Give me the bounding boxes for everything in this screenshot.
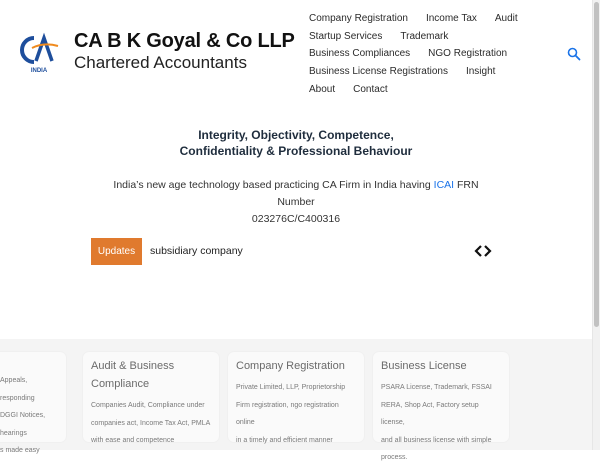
- service-card-tax-appeals[interactable]: [0, 352, 66, 454]
- card-line: Private Limited, LLP, Proprietorship: [236, 384, 346, 391]
- intro-text-end: FRN Number: [277, 179, 479, 208]
- site-header: [0, 0, 592, 108]
- updates-ticker-text[interactable]: subsidiary company: [150, 245, 243, 257]
- scrollbar-thumb[interactable]: [594, 2, 599, 327]
- card-line: and all business license with simple: [381, 436, 492, 444]
- nav-item-business-license-registrations[interactable]: Business License Registrations: [309, 66, 448, 78]
- ca-india-logo[interactable]: [18, 34, 60, 74]
- nav-item-ngo-registration[interactable]: NGO Registration: [428, 48, 508, 60]
- ticker-arrows: [474, 245, 492, 257]
- card-line: Companies Audit, Compliance under: [91, 402, 205, 409]
- chevron-left-icon[interactable]: [476, 246, 481, 256]
- search-icon[interactable]: [567, 47, 581, 61]
- card-title: Company Registration: [236, 360, 345, 372]
- brand-subtitle: Chartered Accountants: [74, 53, 247, 72]
- nav-item-audit[interactable]: Audit: [494, 13, 518, 25]
- chevron-right-icon[interactable]: [485, 246, 490, 256]
- service-card-business-license[interactable]: [373, 352, 509, 461]
- card-line: Firm registration, ngo registration online: [236, 401, 339, 426]
- card-line: in a timely and efficient manner: [236, 436, 333, 444]
- card-line: RERA, Shop Act, Factory setup license,: [381, 401, 479, 426]
- hero-tagline: [0, 127, 592, 159]
- nav-item-company-registration[interactable]: Company Registration: [309, 13, 408, 25]
- nav-item-insight[interactable]: Insight: [465, 66, 496, 78]
- main-nav: [309, 10, 559, 98]
- services-section: [0, 339, 592, 461]
- hero-intro: [100, 177, 492, 228]
- nav-item-startup-services[interactable]: Startup Services: [309, 30, 383, 42]
- card-line: PSARA License, Trademark, FSSAI: [381, 384, 492, 391]
- nav-item-business-compliances[interactable]: Business Compliances: [309, 48, 411, 60]
- tagline-line-2: Confidentiality & Professional Behaviour: [179, 144, 413, 158]
- service-card-audit[interactable]: [83, 352, 219, 442]
- page-scrollbar[interactable]: [592, 0, 600, 450]
- icai-link[interactable]: ICAI: [433, 179, 455, 191]
- card-title: Audit & Business Compliance: [91, 360, 175, 390]
- card-line: s made easy: [0, 447, 40, 454]
- frn-number: 023276C/C400316: [251, 213, 341, 225]
- updates-button[interactable]: Updates: [91, 238, 142, 265]
- service-card-company-registration[interactable]: [228, 352, 364, 442]
- brand-title[interactable]: CA B K Goyal & Co LLP: [74, 30, 295, 52]
- card-title: Business License: [381, 360, 467, 372]
- tagline-line-1: Integrity, Objectivity, Competence,: [198, 128, 394, 142]
- nav-item-contact[interactable]: Contact: [353, 83, 388, 95]
- card-line: process.: [381, 454, 408, 461]
- nav-item-income-tax[interactable]: Income Tax: [425, 13, 477, 25]
- card-line: with ease and competence: [91, 437, 175, 444]
- intro-text-start: India’s new age technology based practicing CA Firm in India having: [113, 179, 434, 191]
- card-line: DGGI Notices, hearings: [0, 412, 46, 437]
- card-line: Appeals, responding: [0, 377, 35, 402]
- logo-sub-text: INDIA: [30, 68, 48, 74]
- nav-item-trademark[interactable]: Trademark: [400, 30, 449, 42]
- nav-item-about[interactable]: About: [309, 83, 336, 95]
- card-line: companies act, Income Tax Act, PMLA: [91, 419, 211, 427]
